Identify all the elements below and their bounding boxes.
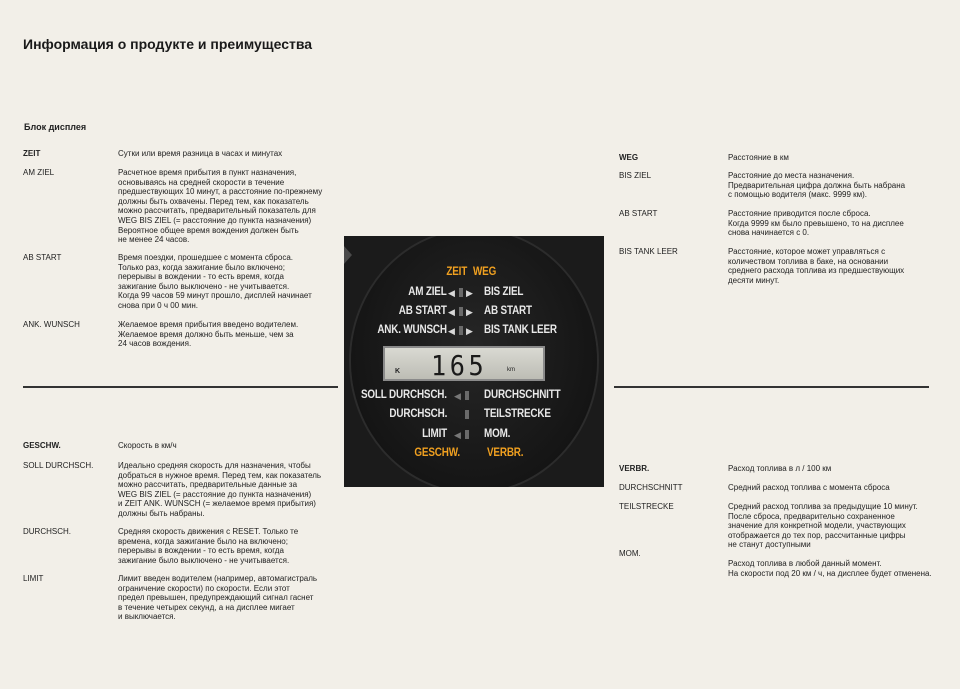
panel-corner-mark <box>344 246 352 264</box>
arrow-right-icon: ▶ <box>466 307 473 317</box>
desc-durchschnitt: Средний расход топлива с момента сброса <box>728 483 890 492</box>
display-durchsch-label: DURCHSCH. <box>389 408 447 420</box>
arrow-left-icon: ◀ <box>454 430 461 440</box>
display-geschw-label: GESCHW. <box>414 447 460 459</box>
separator-icon <box>465 410 469 419</box>
display-bis-tank-leer-label: BIS TANK LEER <box>484 324 557 336</box>
separator-icon <box>459 307 463 316</box>
lcd-value: 165 <box>431 349 488 382</box>
desc-bis-ziel: Расстояние до места назначения. Предварительная цифра должна быть набрана с помощью водителя (макс. 9999 км). <box>728 171 906 200</box>
display-ank-wunsch-label: ANK. WUNSCH <box>377 324 447 336</box>
display-ab-start-left-label: AB START <box>399 305 447 317</box>
arrow-right-icon: ▶ <box>466 288 473 298</box>
desc-weg: Расстояние в км <box>728 153 789 162</box>
desc-bis-tank-leer: Расстояние, которое может управляться с количеством топлива в баке, на основании среднего расхода топлива из предшествующих десяти минут. <box>728 247 905 285</box>
term-geschw: GESCHW. <box>23 441 61 450</box>
page-title: Информация о продукте и преимущества <box>23 36 313 52</box>
display-zeit-label: ZEIT <box>446 266 467 278</box>
desc-ab-start-time: Время поездки, прошедшее с момента сброса. Только раз, когда зажигание было включено; перерывы в вождении - то есть время, когда зажигание было выключено - не учитывается. Когда 99 часов 59 минут прошло, дисплей начинает снова при 0 ч 00 мин. <box>118 253 312 310</box>
term-verbr: VERBR. <box>619 464 650 473</box>
display-mom-label: MOM. <box>484 428 511 440</box>
term-limit: LIMIT <box>23 574 44 583</box>
display-ab-start-right-label: AB START <box>484 305 532 317</box>
term-mom: MOM. <box>619 549 641 558</box>
arrow-left-icon: ◀ <box>454 391 461 401</box>
term-soll-durchsch: SOLL DURCHSCH. <box>23 461 94 470</box>
desc-verbr: Расход топлива в л / 100 км <box>728 464 832 473</box>
section-label: Блок дисплея <box>24 122 87 132</box>
term-durchsch: DURCHSCH. <box>23 527 71 536</box>
term-zeit: ZEIT <box>23 149 41 158</box>
display-verbr-label: VERBR. <box>487 447 524 459</box>
desc-soll-durchsch: Идеально средняя скорость для назначения, чтобы добраться в нужное время. Перед тем, как показатель можно рассчитать, предварительные данные за WEG BIS ZIEL (= расстояние до пункта назначения) и ZEIT ANK. WUNSCH (= желаемое время прибытия) должны быть набраны. <box>118 461 322 518</box>
term-weg: WEG <box>619 153 639 162</box>
term-ab-start-time: AB START <box>23 253 62 262</box>
desc-mom: Расход топлива в любой данный момент. На скорости под 20 км / ч, на дисплее будет отменена. <box>728 559 932 578</box>
term-am-ziel: AM ZIEL <box>23 168 55 177</box>
term-ab-start-dist: AB START <box>619 209 658 218</box>
separator-icon <box>465 430 469 439</box>
display-soll-durchsch-label: SOLL DURCHSCH. <box>361 389 447 401</box>
desc-geschw: Скорость в км/ч <box>118 441 177 450</box>
desc-limit: Лимит введен водителем (например, автомагистраль ограничение скорости) по скорости. Если этот предел превышен, предупреждающий сигнал гаснет в течение четырех секунд, а на дисплее мигает и выключается. <box>118 574 318 622</box>
display-weg-label: WEG <box>473 266 497 278</box>
display-bis-ziel-label: BIS ZIEL <box>484 286 524 298</box>
separator-icon <box>459 288 463 297</box>
display-limit-label: LIMIT <box>422 428 447 440</box>
lcd-screen <box>383 346 545 381</box>
term-bis-tank-leer: BIS TANK LEER <box>619 247 678 256</box>
desc-ab-start-dist: Расстояние приводится после сброса. Когда 9999 км было превышено, то на дисплее снова начинается с 0. <box>728 209 904 238</box>
arrow-left-icon: ◀ <box>448 307 455 317</box>
display-durchschnitt-label: DURCHSCHNITT <box>484 389 561 401</box>
desc-zeit: Сутки или время разница в часах и минутах <box>118 149 283 158</box>
lcd-left-indicator: K <box>395 368 401 375</box>
term-bis-ziel: BIS ZIEL <box>619 171 652 180</box>
display-panel <box>344 236 604 487</box>
desc-durchsch: Средняя скорость движения с RESET. Только те времена, когда зажигание было на включено; перерывы в вождении - то есть время, когда зажигание было выключено - не учитывается. <box>118 527 299 565</box>
arrow-right-icon: ▶ <box>466 326 473 336</box>
arrow-left-icon: ◀ <box>448 326 455 336</box>
lcd-unit: km <box>507 367 515 373</box>
desc-ank-wunsch: Желаемое время прибытия введено водителем. Желаемое время должно быть меньше, чем за 24 часов вождения. <box>118 320 299 349</box>
divider-left <box>23 386 338 388</box>
term-teilstrecke: TEILSTRECKE <box>619 502 674 511</box>
desc-teilstrecke: Средний расход топлива за предыдущие 10 минут. После сброса, предварительно сохраненное значение для конкретной модели, участвующих отображается до тех пор, рассчитанные цифры не станут доступными <box>728 502 918 550</box>
separator-icon <box>465 391 469 400</box>
display-teilstrecke-label: TEILSTRECKE <box>484 408 551 420</box>
separator-icon <box>459 326 463 335</box>
term-ank-wunsch: ANK. WUNSCH <box>23 320 80 329</box>
term-durchschnitt: DURCHSCHNITT <box>619 483 683 492</box>
arrow-left-icon: ◀ <box>448 288 455 298</box>
divider-right <box>614 386 929 388</box>
display-am-ziel-label: AM ZIEL <box>408 286 447 298</box>
desc-am-ziel: Расчетное время прибытия в пункт назначения, основываясь на средней скорости в течение предшествующих 10 минут, а расстояние по-прежнему должны быть охвачены. Перед тем, как показатель можно рассчитать, предварительный показатель для WEG BIS ZIEL (= расстояние до пункта назначения) Вероятное общее время вождения должен быть не менее 24 часов. <box>118 168 323 245</box>
